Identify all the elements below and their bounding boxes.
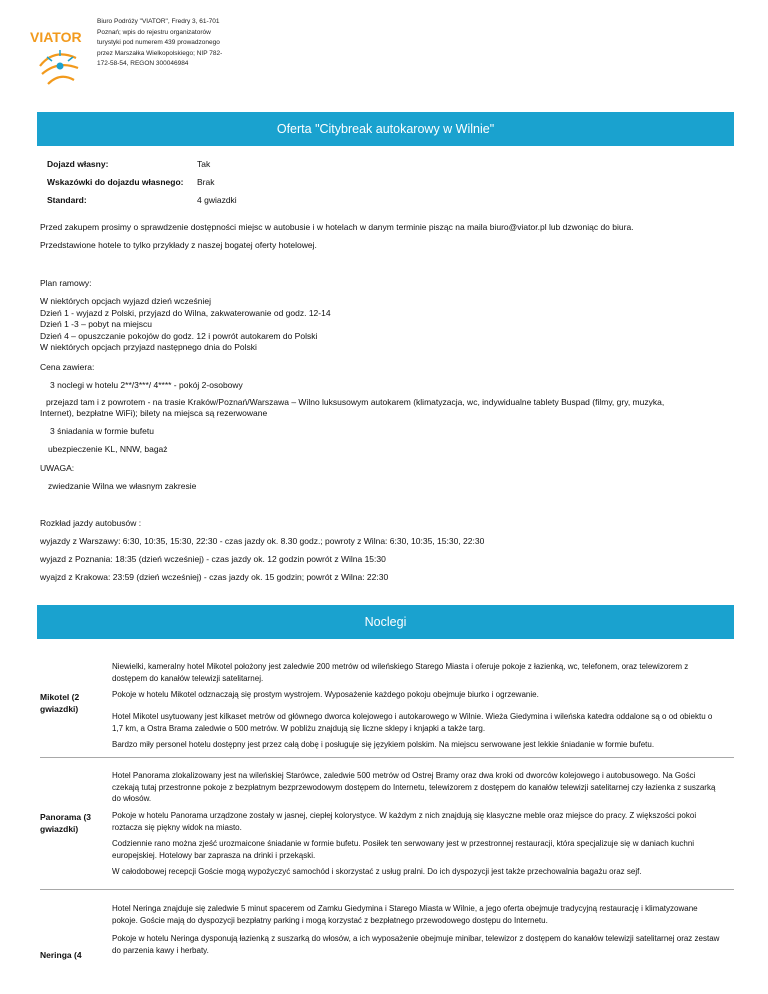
accommodation-title-bar [37, 605, 734, 639]
price-item: ubezpieczenie KL, NNW, bagaż [48, 444, 168, 454]
plan-line: Dzień 1 -3 – pobyt na miejscu [40, 319, 152, 329]
offer-title: Oferta "Citybreak autokarowy w Wilnie" [276, 122, 495, 136]
field-label: Standard: [47, 195, 87, 205]
schedule-line: wyjazdy z Warszawy: 6:30, 10:35, 15:30, 22:30 - czas jazdy ok. 8.30 godz.; powroty z Wilna: 6:30, 10:35, 15:30, 22:30 [40, 536, 485, 546]
plan-line: Dzień 4 – opuszczanie pokojów do godz. 12 i powrót autokarem do Polski [40, 330, 318, 341]
hotel-paragraph: Pokoje w hotelu Mikotel odznaczają się prostym wystrojem. Wyposażenie każdego pokoju obejmuje biurko i ogrzewanie. [112, 690, 539, 699]
hotel-paragraph: W całodobowej recepcji Goście mogą wypożyczyć samochód i skorzystać z usług pralni. Do ich dyspozycji jest także przechowalnia bagażu oraz sejf. [112, 867, 642, 876]
offer-title-bar [37, 112, 734, 146]
hotel-paragraph: Niewielki, kameralny hotel Mikotel położony jest zaledwie 200 metrów od wileńskiego Starego Miasta i oferuje pokoje z łazienką, wc, telefonem, oraz telewizorem z dostępem do kanałów telewizji satelitarnej. [112, 662, 689, 683]
hotel-paragraph: Hotel Panorama zlokalizowany jest na wileńskiej Starówce, zaledwie 500 metrów od Ostrej Bramy oraz dwa kroki od dworców kolejowego i autobusowego. Na Gości czekają tutaj przestronne pokoje z bezpłatnym bezprzewodowym dostępem do Internetu, telewizorem z dostępem do kanałów telewizji satelitarnej czy łazienka z suszarką do włosów. [112, 771, 716, 803]
price-item-continued: Internet), bezpłatne WiFi); bilety na miejsca są rezerwowane [40, 408, 268, 418]
hotel-paragraph: Bardzo miły personel hotelu dostępny jest przez całą dobę i posługuje się językiem polskim. Na miejscu serwowane jest lekkie śniadanie w formie bufetu. [112, 740, 655, 749]
plan-line: W niektórych opcjach przyjazd następnego dnia do Polski [40, 342, 257, 352]
plan-line: Dzień 1 - wyjazd z Polski, przyjazd do Wilna, zakwaterowanie od godz. 12-14 [40, 307, 331, 318]
field-row [47, 159, 211, 169]
hotel-name: Mikotel (2 gwiazdki) [40, 692, 80, 714]
company-line: turystyki pod numerem 439 prowadzonego [97, 39, 220, 46]
hotel-paragraph: Hotel Mikotel usytuowany jest kilkaset metrów od głównego dworca kolejowego i autokarowego w Wilnie. Wieża Giedymina i wileńska katedra oddalone są o od obiektu o 1,7 km, a Ostra Brama zaledwie o 500 metrów. W pobliżu znajdują się liczne sklepy i knjapki a także targ. [112, 712, 713, 733]
warning-title: UWAGA: [40, 463, 75, 473]
plan-title: Plan ramowy: [40, 278, 92, 288]
plan-list [40, 296, 740, 354]
field-row [47, 177, 215, 187]
hotel-name: Panorama (3 gwiazdki) [40, 812, 92, 834]
company-info [97, 17, 225, 70]
price-item: 3 śniadania w formie bufetu [50, 426, 154, 436]
hotels-note: Przedstawione hotele to tylko przykłady z naszej bogatej oferty hotelowej. [40, 240, 317, 250]
plan-line: W niektórych opcjach wyjazd dzień wcześniej [40, 296, 212, 306]
field-row [47, 195, 237, 205]
price-title: Cena zawiera: [40, 362, 95, 372]
price-item: przejazd tam i z powrotem - na trasie Kraków/Poznań/Warszawa – Wilno luksusowym autokarem (klimatyzacja, wc, indywidualne tablety Buspad (filmy, gry, muzyka, [46, 397, 665, 407]
logo [30, 28, 90, 98]
schedule-line: wyajzd z Krakowa: 23:59 (dzień wcześniej) - czas jazdy ok. 15 godzin; powrót z Wilna: 22:30 [40, 572, 389, 582]
field-value: Brak [197, 177, 215, 187]
company-line: 172-58-54, REGON 300046984 [97, 60, 189, 67]
hotel-paragraph: Hotel Neringa znajduje się zaledwie 5 minut spacerem od Zamku Giedymina i Starego Miasta w Wilnie, a jego oferta obejmuje tradycyjną restaurację i klimatyzowane pokoje. Goście mają do dyspozycji bezpłatny parking i mogą korzystać z bezpłatnego przewodowego dostępu do Internetu. [112, 904, 698, 925]
company-line: przez Marszałka Wielkopolskiego; NIP 782- [97, 49, 223, 57]
hotel-paragraph: Pokoje w hotelu Panorama urządzone zostały w jasnej, ciepłej kolorystyce. W każdym z nich znajdują się klasyczne meble oraz miejsce do pracy. Z większości pokoi roztacza się piękny widok na miasto. [112, 811, 697, 832]
company-line: Poznań; wpis do rejestru organizatorów [97, 28, 211, 36]
field-value: 4 gwiazdki [197, 195, 237, 205]
schedule-title: Rozkład jazdy autobusów : [40, 518, 142, 528]
hotel-paragraph: Codziennie rano można zjeść urozmaicone śniadanie w formie bufetu. Posiłek ten serwowany jest w przestronnej restauracji, która specjalizuje się w daniach kuchni europejskiej. Hotelowy bar zaprasza na drinki i przekąski. [112, 839, 695, 860]
hotel-name: Neringa (4 [40, 950, 82, 960]
logo-wordmark: VIATOR [30, 29, 82, 45]
company-line: Biuro Podróży "VIATOR", Fredry 3, 61-701 [97, 18, 220, 25]
notice-text: Przed zakupem prosimy o sprawdzenie dostępności miejsc w autobusie i w hotelach w danym terminie pisząc na maila biuro@viator.pl lub dzwoniąc do biura. [40, 222, 634, 232]
price-item: 3 noclegi w hotelu 2**/3***/ 4**** - pokój 2-osobowy [50, 380, 243, 390]
field-value: Tak [197, 159, 211, 169]
hotel-divider [40, 757, 734, 758]
schedule-line: wyjazd z Poznania: 18:35 (dzień wcześniej) - czas jazdy ok. 12 godzin powrót z Wilna 15:30 [40, 554, 386, 564]
hotel-paragraph: Pokoje w hotelu Neringa dysponują łazienką z suszarką do włosów, a ich wyposażenie obejmuje minibar, telewizor z dostępem do kanałów telewizji satelitarnej oraz zestaw do parzenia kawy i herbaty. [112, 934, 720, 955]
hotel-divider [40, 889, 734, 890]
warning-text: zwiedzanie Wilna we własnym zakresie [48, 481, 197, 491]
field-label: Wskazówki do dojazdu własnego: [47, 177, 184, 187]
accommodation-title: Noclegi [364, 615, 407, 629]
field-label: Dojazd własny: [47, 159, 109, 169]
